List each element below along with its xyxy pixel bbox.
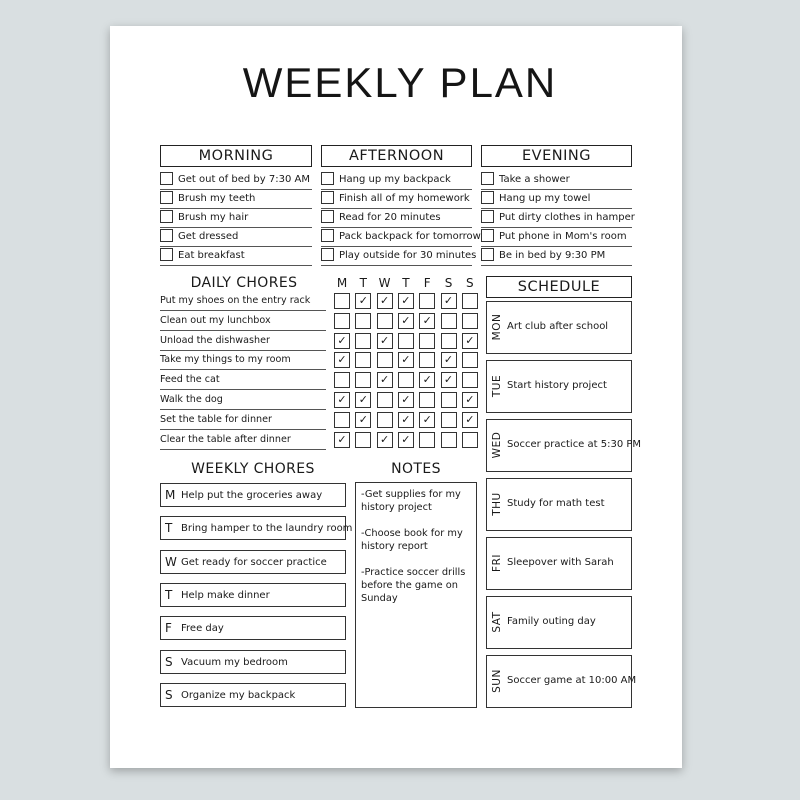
chore-checkbox[interactable]: ✓ [398, 392, 414, 408]
chore-checkbox[interactable] [419, 293, 435, 309]
chore-checkbox[interactable] [441, 333, 457, 349]
chore-checkbox[interactable]: ✓ [398, 352, 414, 368]
evening-header: EVENING [481, 145, 632, 167]
checklist-item[interactable] [481, 171, 632, 190]
chore-checkbox[interactable] [355, 352, 371, 368]
checklist-item-label: Be in bed by 9:30 PM [499, 250, 606, 261]
weekly-day-letter: S [165, 654, 173, 669]
weekly-chores-header: WEEKLY CHORES [191, 461, 315, 477]
chore-label: Take my things to my room [160, 351, 326, 370]
checklist-item[interactable] [481, 228, 632, 247]
chore-checkbox[interactable]: ✓ [334, 392, 350, 408]
checkbox[interactable] [481, 210, 494, 223]
checkbox[interactable] [321, 229, 334, 242]
chore-checkbox[interactable]: ✓ [377, 333, 393, 349]
checklist-item[interactable] [321, 209, 472, 228]
chore-label: Feed the cat [160, 371, 326, 390]
checklist-item-label: Get out of bed by 7:30 AM [178, 174, 310, 185]
chore-checkbox[interactable]: ✓ [462, 333, 478, 349]
checkbox[interactable] [321, 172, 334, 185]
schedule-day-label: SAT [491, 611, 503, 633]
chore-checkbox[interactable] [462, 372, 478, 388]
day-letter: S [465, 276, 474, 290]
checkbox[interactable] [321, 210, 334, 223]
checklist-item[interactable] [321, 228, 481, 247]
chore-checkbox[interactable]: ✓ [398, 293, 414, 309]
checklist-item-label: Play outside for 30 minutes [339, 250, 477, 261]
weekly-day-letter: T [165, 521, 173, 536]
checkbox[interactable] [481, 172, 494, 185]
chore-checkbox[interactable]: ✓ [419, 412, 435, 428]
chore-checkbox[interactable]: ✓ [398, 432, 414, 448]
schedule-day-label: THU [491, 492, 503, 516]
page-title: WEEKLY PLAN [242, 59, 558, 106]
schedule-day-box[interactable] [486, 301, 632, 354]
notes-line: before the game on [361, 580, 458, 591]
day-letter: T [402, 276, 410, 290]
schedule-entry: Start history project [507, 380, 607, 391]
chore-checkbox[interactable] [377, 392, 393, 408]
weekly-chore-text: Help put the groceries away [181, 490, 323, 501]
weekly-chore-box[interactable] [160, 583, 346, 607]
checkbox[interactable] [321, 248, 334, 261]
chore-checkbox[interactable] [355, 432, 371, 448]
checklist-item-label: Put dirty clothes in hamper [499, 212, 635, 223]
checklist-item[interactable] [321, 190, 472, 209]
day-letter: W [378, 276, 391, 290]
checklist-item[interactable] [321, 247, 477, 266]
schedule-entry: Soccer practice at 5:30 PM [507, 439, 642, 450]
chore-checkbox[interactable]: ✓ [419, 313, 435, 329]
checklist-item-label: Brush my hair [178, 212, 249, 223]
chore-checkbox[interactable]: ✓ [355, 293, 371, 309]
checkbox[interactable] [160, 229, 173, 242]
checkbox[interactable] [481, 248, 494, 261]
checklist-item-label: Brush my teeth [178, 193, 256, 204]
checklist-item[interactable] [160, 190, 312, 209]
chore-checkbox[interactable]: ✓ [462, 392, 478, 408]
checklist-item-label: Hang up my backpack [339, 174, 451, 185]
chore-checkbox[interactable] [441, 313, 457, 329]
day-letter: T [359, 276, 367, 290]
weekly-chore-text: Vacuum my bedroom [181, 656, 288, 668]
chore-checkbox[interactable] [355, 313, 371, 329]
checkbox[interactable] [160, 210, 173, 223]
checklist-item-label: Pack backpack for tomorrow [339, 231, 481, 242]
checklist-item[interactable] [481, 247, 632, 266]
morning-header: MORNING [160, 145, 312, 167]
notes-line: -Practice soccer drills [361, 567, 466, 578]
chore-checkbox[interactable]: ✓ [398, 412, 414, 428]
checklist-item-label: Put phone in Mom's room [499, 231, 627, 242]
chore-checkbox[interactable] [462, 313, 478, 329]
weekly-day-letter: T [165, 587, 173, 602]
chore-checkbox[interactable] [334, 372, 350, 388]
chore-checkbox[interactable]: ✓ [462, 412, 478, 428]
notes-box[interactable] [355, 482, 477, 708]
weekly-chore-box[interactable] [160, 650, 346, 674]
chore-checkbox[interactable] [462, 293, 478, 309]
weekly-chore-text: Organize my backpack [181, 689, 296, 701]
chore-checkbox[interactable] [398, 333, 414, 349]
chore-checkbox[interactable] [355, 333, 371, 349]
chore-label: Put my shoes on the entry rack [160, 292, 326, 311]
weekly-chore-text: Get ready for soccer practice [181, 556, 327, 568]
checkbox[interactable] [160, 191, 173, 204]
chore-checkbox[interactable] [334, 313, 350, 329]
chore-checkbox[interactable] [334, 293, 350, 309]
weekly-day-letter: W [165, 554, 177, 569]
chore-checkbox[interactable]: ✓ [334, 432, 350, 448]
weekly-chore-box[interactable] [160, 683, 346, 707]
chore-checkbox[interactable] [355, 372, 371, 388]
notes-line: -Get supplies for my [361, 489, 461, 500]
schedule-day-box[interactable] [486, 655, 637, 708]
schedule-day-label: TUE [491, 374, 503, 398]
weekly-chore-box[interactable] [160, 550, 346, 574]
chore-checkbox[interactable] [419, 333, 435, 349]
checkbox[interactable] [160, 248, 173, 261]
chore-checkbox[interactable]: ✓ [398, 313, 414, 329]
chore-checkbox[interactable] [377, 313, 393, 329]
chore-label: Set the table for dinner [160, 411, 326, 430]
chore-checkbox[interactable] [441, 392, 457, 408]
weekly-day-letter: M [165, 488, 176, 502]
weekly-chore-box[interactable] [160, 516, 353, 540]
checklist-item-label: Hang up my towel [499, 193, 591, 204]
weekly-chore-box[interactable] [160, 616, 346, 640]
schedule-day-label: SUN [491, 669, 503, 693]
schedule-header: SCHEDULE [486, 276, 632, 298]
chore-checkbox[interactable]: ✓ [419, 372, 435, 388]
chore-label: Walk the dog [160, 391, 326, 410]
chore-checkbox[interactable] [334, 412, 350, 428]
notes-line: history report [361, 541, 428, 552]
schedule-day-box[interactable] [486, 596, 632, 649]
notes-header: NOTES [391, 461, 441, 477]
afternoon-header: AFTERNOON [321, 145, 472, 167]
day-letter: M [336, 276, 348, 290]
chore-checkbox[interactable]: ✓ [334, 352, 350, 368]
day-letter: F [423, 276, 431, 290]
chore-checkbox[interactable]: ✓ [377, 293, 393, 309]
chore-checkbox[interactable]: ✓ [377, 372, 393, 388]
weekly-day-letter: S [165, 687, 173, 702]
chore-checkbox[interactable]: ✓ [334, 333, 350, 349]
notes-line: Sunday [361, 593, 398, 604]
schedule-entry: Art club after school [507, 321, 609, 332]
checklist-item[interactable] [481, 209, 635, 228]
chore-checkbox[interactable] [462, 432, 478, 448]
chore-checkbox[interactable]: ✓ [441, 372, 457, 388]
notes-line: -Choose book for my [361, 528, 463, 539]
chore-label: Clear the table after dinner [160, 431, 326, 450]
chore-label: Unload the dishwasher [160, 332, 326, 351]
chore-checkbox[interactable] [441, 412, 457, 428]
daily-chores-header: DAILY CHORES [190, 275, 298, 291]
weekly-chore-box[interactable] [160, 483, 346, 507]
schedule-day-label: WED [491, 431, 503, 459]
chore-label: Clean out my lunchbox [160, 312, 326, 331]
chore-checkbox[interactable]: ✓ [377, 432, 393, 448]
checkbox[interactable] [160, 172, 173, 185]
chore-checkbox[interactable] [377, 352, 393, 368]
schedule-day-label: MON [491, 313, 503, 341]
schedule-day-label: FRI [491, 554, 503, 572]
chore-checkbox[interactable] [419, 392, 435, 408]
checklist-item[interactable] [160, 171, 312, 190]
schedule-day-box[interactable] [486, 360, 632, 413]
weekly-chore-text: Bring hamper to the laundry room [181, 523, 353, 535]
schedule-day-box[interactable] [486, 537, 632, 590]
checklist-item-label: Read for 20 minutes [339, 212, 441, 223]
weekly-chore-text: Free day [181, 623, 224, 635]
chore-checkbox[interactable] [398, 372, 414, 388]
weekly-chore-text: Help make dinner [181, 589, 270, 601]
checklist-item[interactable] [160, 247, 312, 266]
chore-checkbox[interactable]: ✓ [355, 392, 371, 408]
chore-checkbox[interactable]: ✓ [441, 352, 457, 368]
checklist-item-label: Finish all of my homework [339, 193, 470, 204]
chore-checkbox[interactable] [462, 352, 478, 368]
day-letter: S [444, 276, 453, 290]
schedule-day-box[interactable] [486, 478, 632, 531]
chore-checkbox[interactable] [419, 432, 435, 448]
chore-checkbox[interactable] [377, 412, 393, 428]
chore-checkbox[interactable] [441, 432, 457, 448]
schedule-entry: Soccer game at 10:00 AM [507, 675, 637, 686]
schedule-entry: Family outing day [507, 616, 596, 627]
schedule-entry: Study for math test [507, 498, 605, 509]
schedule-entry: Sleepover with Sarah [507, 557, 614, 568]
checklist-item[interactable] [481, 190, 632, 209]
chore-checkbox[interactable]: ✓ [441, 293, 457, 309]
weekly-day-letter: F [165, 621, 172, 636]
notes-line: history project [361, 502, 432, 513]
chore-checkbox[interactable] [419, 352, 435, 368]
chore-checkbox[interactable]: ✓ [355, 412, 371, 428]
checklist-item-label: Take a shower [499, 174, 570, 185]
checklist-item[interactable] [160, 209, 312, 228]
schedule-day-box[interactable] [486, 419, 642, 472]
checkbox[interactable] [481, 229, 494, 242]
checkbox[interactable] [321, 191, 334, 204]
checkbox[interactable] [481, 191, 494, 204]
checklist-item-label: Eat breakfast [178, 250, 245, 261]
checklist-item[interactable] [160, 228, 312, 247]
checklist-item-label: Get dressed [178, 231, 239, 242]
checklist-item[interactable] [321, 171, 472, 190]
